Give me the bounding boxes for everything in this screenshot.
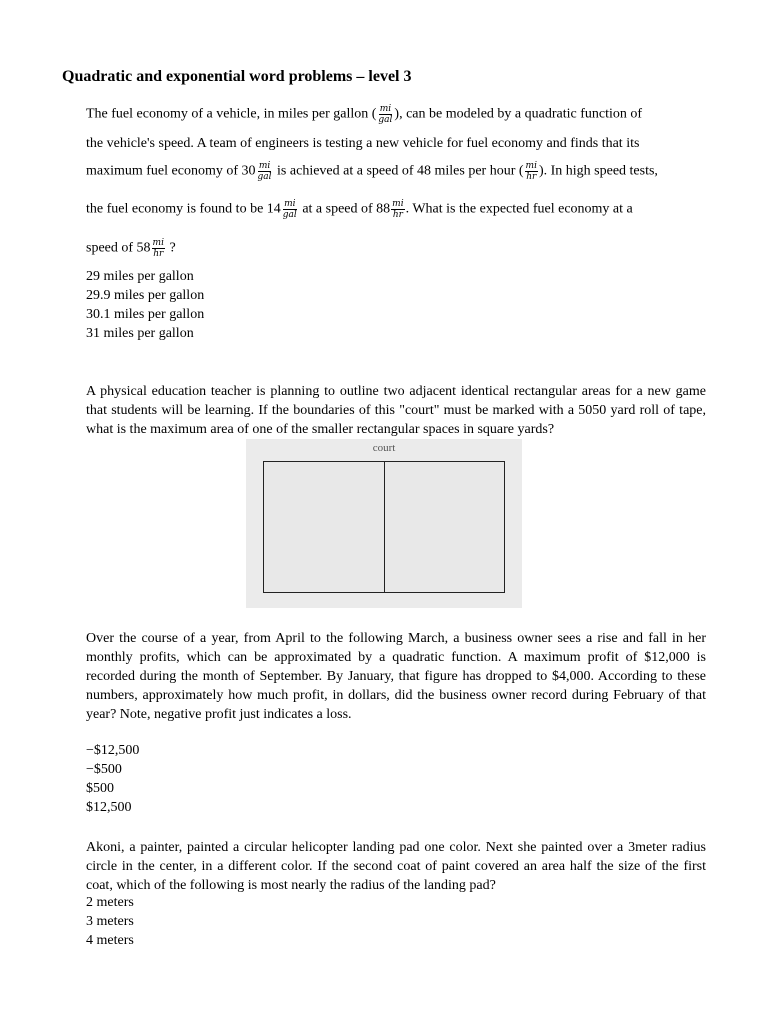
question-2-text: A physical education teacher is planning to outline two adjacent identical rectangular areas for a new game that students will be learning. If the boundaries of this "court" must be marked with a 5050 yard roll of tape, what is the maximum area of one of the smaller rectangular spaces in square yards?: [86, 384, 706, 437]
q4-option-3: 4 meters: [86, 933, 134, 948]
fraction-mi-hr: $\frac{mi}{hr}$: [525, 161, 537, 182]
court-divider: [384, 462, 385, 592]
fraction-mi-gal: $\frac{mi}{\text{gal}}$: [257, 161, 272, 182]
fraction-mi-hr: $\frac{mi}{hr}$: [152, 238, 164, 259]
fraction-mi-hr: $\frac{mi}{hr}$: [392, 199, 404, 220]
q1-option-1: 29 miles per gallon: [86, 269, 194, 284]
q1-line-4: the fuel economy is found to be 14 $\frac{mi}{\text{gal}}$ at a speed of 88 $\frac{mi}{hr}$ . What is the expected fuel economy at a: [86, 199, 633, 220]
court-rectangle: [263, 461, 505, 593]
q3-option-1: −$12,500: [86, 743, 140, 758]
q1-option-3: 30.1 miles per gallon: [86, 307, 205, 322]
q1-line-5: speed of 58 $\frac{mi}{hr}$ ?: [86, 238, 176, 259]
q3-option-4: $12,500: [86, 800, 132, 815]
q1-line-2: the vehicle's speed. A team of engineers is testing a new vehicle for fuel economy and finds that its: [86, 136, 640, 151]
court-figure: [246, 439, 522, 608]
fraction-mi-gal: $\frac{mi}{\text{gal}}$: [378, 104, 393, 125]
question-4-text: Akoni, a painter, painted a circular helicopter landing pad one color. Next she painted over a 3meter radius circle in the center, in a different color. If the second coat of paint covered an area half the size of the first coat, which of the following is most nearly the radius of the landing pad?: [86, 840, 706, 893]
q3-option-2: −$500: [86, 762, 122, 777]
question-3-text: Over the course of a year, from April to the following March, a business owner sees a rise and fall in her monthly profits, which can be approximated by a quadratic function. A maximum profit of $12,000 is recorded during the month of September. By January, that figure has dropped to $4,000. According to these numbers, approximately how much profit, in dollars, did the business owner record during February of that year? Note, negative profit just indicates a loss.: [86, 631, 706, 722]
q4-option-1: 2 meters: [86, 895, 134, 910]
q1-option-2: 29.9 miles per gallon: [86, 288, 205, 303]
q1-line-1: The fuel economy of a vehicle, in miles per gallon ( $\frac{mi}{\text{gal}}$ ), can be modeled by a quadratic function of: [86, 104, 643, 125]
page-title: Quadratic and exponential word problems – level 3: [62, 68, 412, 85]
fraction-mi-gal: $\frac{mi}{\text{gal}}$: [282, 199, 297, 220]
q1-option-4: 31 miles per gallon: [86, 326, 194, 341]
q3-option-3: $500: [86, 781, 114, 796]
q1-line-3: maximum fuel economy of 30 $\frac{mi}{\text{gal}}$ is achieved at a speed of 48 miles per hour ( $\frac{mi}{hr}$ ). In high speed tests,: [86, 161, 658, 182]
figure-label: court: [372, 442, 396, 454]
q4-option-2: 3 meters: [86, 914, 134, 929]
